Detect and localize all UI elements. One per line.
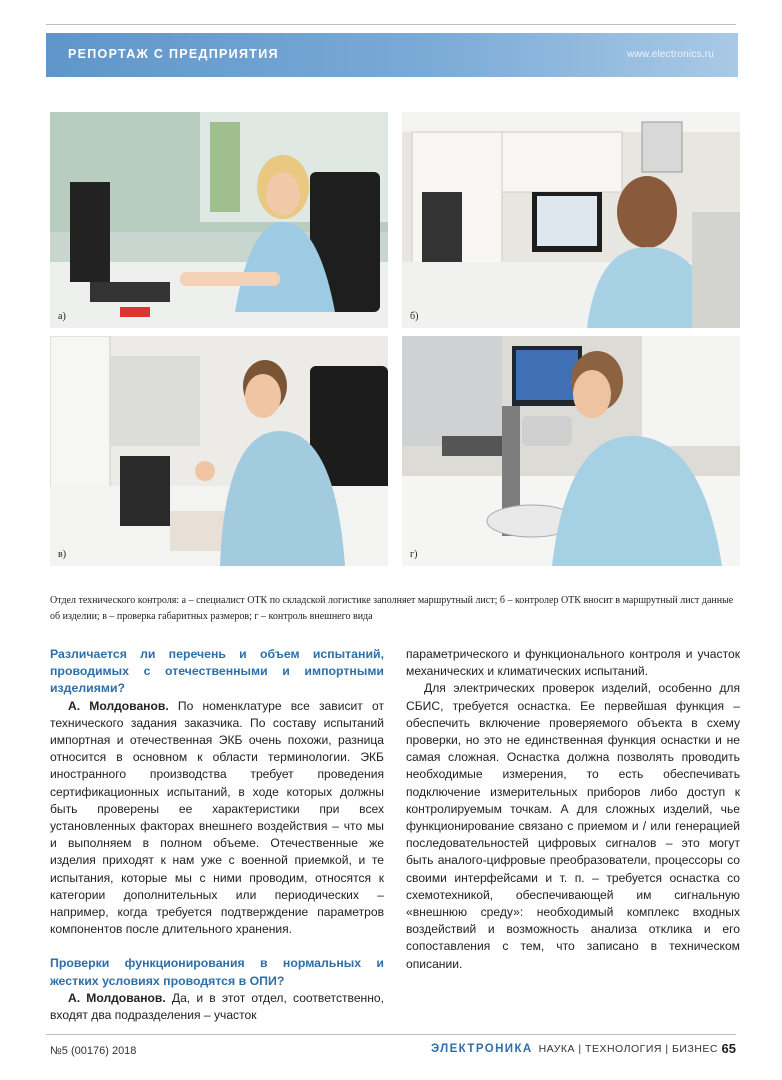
- photo-d-image: [402, 336, 740, 566]
- bottom-rule: [46, 1034, 736, 1035]
- section-banner: [46, 33, 738, 77]
- issue-number: №5 (00176) 2018: [50, 1045, 137, 1057]
- photo-caption: Отдел технического контроля: а – специалист ОТК по складской логистике заполняет маршрутный лист; б – контролер ОТК вносит в маршрутный лист данные об изделии; в – проверка габаритных размеров; г – контроль внешнего вида: [50, 595, 734, 622]
- question-heading-2: Проверки функционирования в нормальных и жестких условиях проводятся в ОПИ?: [50, 956, 384, 988]
- speaker-name: А. Молдованов.: [68, 698, 169, 713]
- page-number: 65: [721, 1041, 736, 1056]
- site-url[interactable]: www.electronics.ru: [627, 49, 714, 60]
- photo-d-label: г): [410, 549, 418, 560]
- photo-b-image: [402, 112, 740, 328]
- photo-d: [402, 336, 740, 566]
- paragraph-gap: [50, 938, 384, 955]
- answer-paragraph-1: [50, 698, 384, 939]
- footer-brand: [431, 1043, 718, 1055]
- photo-a: [50, 112, 388, 328]
- photo-c: [50, 336, 388, 566]
- photo-b: [402, 112, 740, 328]
- article-column-left: [50, 646, 384, 1024]
- magazine-tagline: НАУКА | ТЕХНОЛОГИЯ | БИЗНЕС: [538, 1043, 718, 1055]
- photo-a-label: а): [58, 311, 66, 322]
- answer-paragraph-2: [50, 990, 384, 1024]
- article-column-right: [406, 646, 740, 973]
- magazine-name: ЭЛЕКТРОНИКА: [431, 1043, 533, 1055]
- photo-c-label: в): [58, 549, 67, 560]
- section-title: РЕПОРТАЖ С ПРЕДПРИЯТИЯ: [68, 47, 279, 61]
- speaker-name: А. Молдованов.: [68, 990, 166, 1005]
- body-paragraph-continued: параметрического и функционального контроля и участок механических и климатических испытаний.: [406, 647, 740, 679]
- answer-text: По номенклатуре все зависит от технического задания заказчика. По составу испытаний импортная и отечественная ЭКБ очень похожи, разница относится в основном к области терминологии. ЭКБ иностранного производства требует проведения сертификационных испытаний, в ходе которых должны быть проверены ее характеристики при всех установленных факторах внешнего воздействия – что мы и выполняем в полном объеме. Отечественные же изделия приходят к нам уже с военной приемкой, и те испытания, которые мы с ними проводим, относятся к категории дополнительных или периодических – например, когда требуется подтверждение параметров компонентов после длительного хранения.: [50, 698, 384, 937]
- question-heading-1: Различается ли перечень и объем испытаний, проводимых с отечественными и импортными изделиями?: [50, 647, 384, 696]
- photo-a-image: [50, 112, 388, 328]
- body-paragraph: Для электрических проверок изделий, особенно для СБИС, требуется оснастка. Ее первейшая функция – обеспечить включение проверяемого объекта в схему проверки, но это не единственная функция оснастки и не самая сложная. Оснастка должна позволять проводить необходимые измерения, то есть обеспечивать подключение измерительных приборов либо доступ к контролируемым точкам. А для сложных изделий, чье функционирование связано с приемом и / или генерацией последовательностей цифровых сигналов – это могут быть аналого-цифровые преобразователи, процессоры со своими интерфейсами и т. п. – требуется оснастка со схемотехникой, обеспечивающей им сигнальную «внешнюю среду»: необходимый комплекс входных воздействий и возможность анализа отклика и его сопоставления с тем, что записано в техническом описании.: [406, 681, 740, 971]
- top-rule: [46, 24, 736, 25]
- answer-text: Да, и в этот отдел, соответственно, входят два подразделения – участок: [50, 990, 384, 1023]
- photo-c-image: [50, 336, 388, 566]
- photo-b-label: б): [410, 311, 419, 322]
